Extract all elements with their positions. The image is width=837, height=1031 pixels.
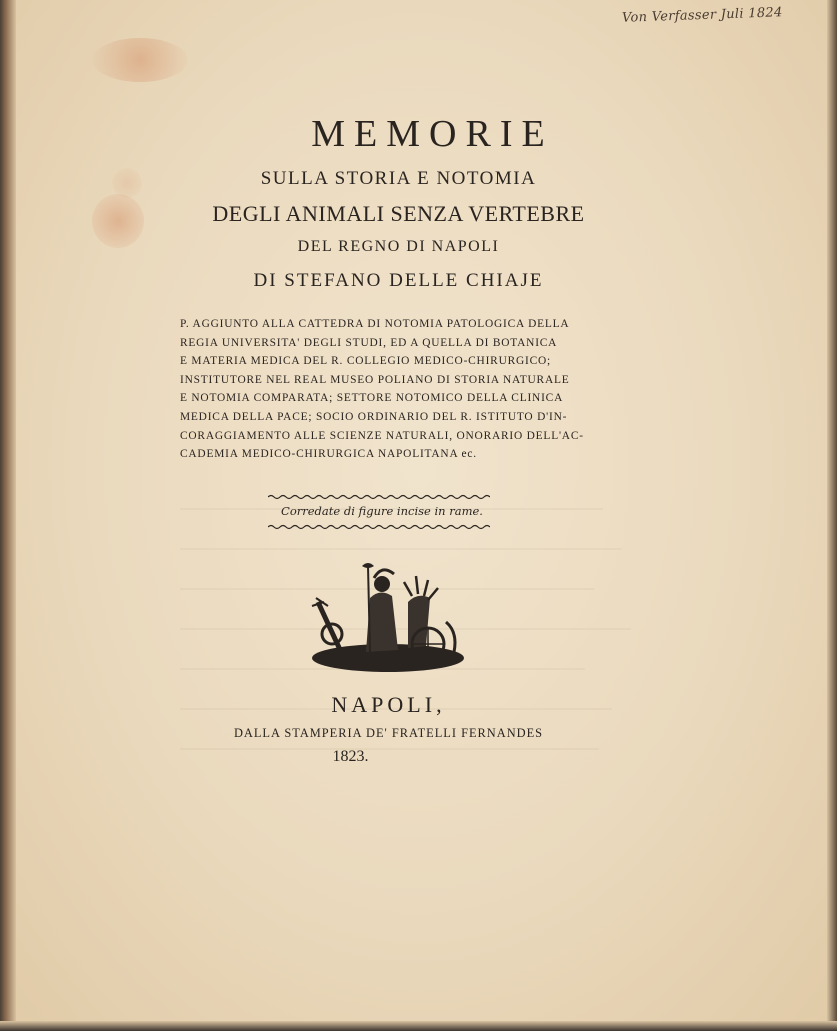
subtitle-line-1: SULLA STORIA E NOTOMIA <box>260 168 537 189</box>
credential-line: E MATERIA MEDICA DEL R. COLLEGIO MEDICO-CHIRURGICO; <box>180 355 552 368</box>
credential-line: INSTITUTORE NEL REAL MUSEO POLIANO DI STORIA NATURALE <box>180 373 570 386</box>
author-line: DI STEFANO DELLE CHIAJE <box>253 270 544 291</box>
author-credentials <box>180 315 616 464</box>
imprint-place: NAPOLI, <box>331 692 446 717</box>
credential-line: MEDICA DELLA PACE; SOCIO ORDINARIO DEL R. ISTITUTO D'IN- <box>180 410 568 423</box>
credential-line: E NOTOMIA COMPARATA; SETTORE NOTOMICO DELLA CLINICA <box>180 392 564 405</box>
book-title: MEMORIE <box>311 113 554 155</box>
subtitle-line-2: DEGLI ANIMALI SENZA VERTEBRE <box>212 201 585 226</box>
wavy-rule-top <box>268 494 490 500</box>
subtitle-line-3: DEL REGNO DI NAPOLI <box>297 238 500 255</box>
imprint-printer: DALLA STAMPERIA DE' FRATELLI FERNANDES <box>233 726 544 740</box>
handwritten-inscription: Von Verfasser Juli 1824 <box>621 5 783 26</box>
illustrations-note: Corredate di figure incise in rame. <box>281 504 483 518</box>
wavy-rule-bottom <box>268 524 490 530</box>
foxing-stain <box>92 38 188 82</box>
imprint-year: 1823. <box>332 748 369 765</box>
page-bottom-edge <box>0 1021 837 1031</box>
printer-vignette-minerva <box>308 562 468 680</box>
credential-line: CADEMIA MEDICO-CHIRURGICA NAPOLITANA ec. <box>180 448 477 461</box>
credential-line: P. AGGIUNTO ALLA CATTEDRA DI NOTOMIA PATOLOGICA DELLA <box>180 318 570 330</box>
credential-line: REGIA UNIVERSITA' DEGLI STUDI, ED A QUELLA DI BOTANICA <box>180 336 558 349</box>
credential-line: CORAGGIAMENTO ALLE SCIENZE NATURALI, ONORARIO DELL'AC- <box>180 429 584 442</box>
